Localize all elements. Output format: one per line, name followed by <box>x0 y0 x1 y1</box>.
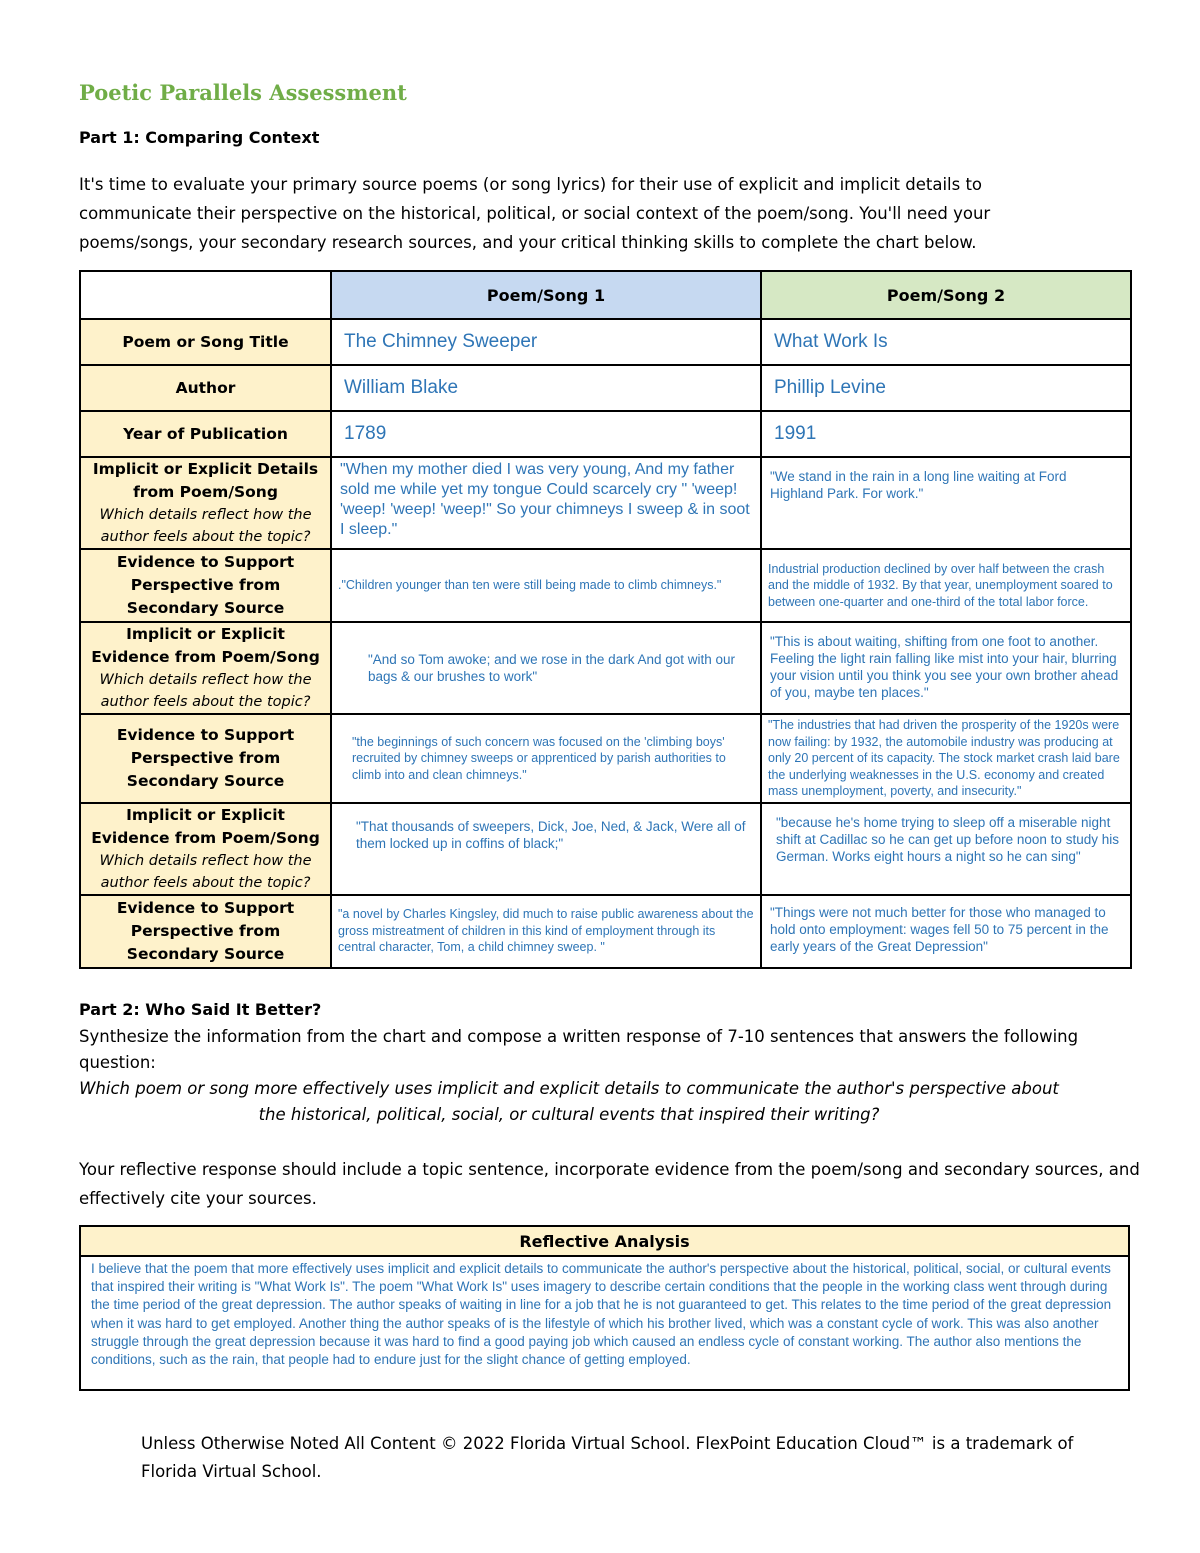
poem1-title[interactable]: The Chimney Sweeper <box>331 319 761 365</box>
poem2-evidence[interactable]: Industrial production declined by over half between the crash and the middle of 1932. By that year, unemployment soared to between one-quarter and one-third of the total labor force. <box>761 549 1131 622</box>
poem1-details[interactable]: "And so Tom awoke; and we rose in the dark And got with our bags & our brushes to work" <box>331 622 761 714</box>
reflective-analysis-heading: Reflective Analysis <box>81 1227 1128 1257</box>
row-label-title: Poem or Song Title <box>80 319 331 365</box>
poem2-header: Poem/Song 2 <box>761 271 1131 319</box>
chart-corner-cell <box>80 271 331 319</box>
poem2-title[interactable]: What Work Is <box>761 319 1131 365</box>
poem1-details[interactable]: "That thousands of sweepers, Dick, Joe, Ned, & Jack, Were all of them locked up in coffins of black;" <box>331 803 761 895</box>
table-row <box>80 714 1131 803</box>
poem1-evidence[interactable]: "a novel by Charles Kingsley, did much to raise public awareness about the gross mistreatment of children in this kind of employment through its central character, Tom, a child chimney sweep. " <box>331 895 761 968</box>
intro-line: poems/songs, your secondary research sources, and your critical thinking skills to complete the chart below. <box>79 233 977 252</box>
row-label-details: Implicit or Explicit Evidence from Poem/Song Which details reflect how the author feels about the topic? <box>80 622 331 714</box>
table-row <box>80 622 1131 714</box>
poem2-year[interactable]: 1991 <box>761 411 1131 457</box>
poem2-evidence[interactable]: "The industries that had driven the prosperity of the 1920s were now failing: by 1932, the automobile industry was producing at only 20 percent of its capacity. The stock market crash laid bare the underlying weaknesses in the U.S. economy and created mass unemployment, poverty, and insecurity." <box>761 714 1131 803</box>
poem1-year[interactable]: 1789 <box>331 411 761 457</box>
poem1-evidence[interactable]: ."Children younger than ten were still being made to climb chimneys." <box>331 549 761 622</box>
table-row <box>80 457 1131 549</box>
part2-instructions: Your reflective response should include a topic sentence, incorporate evidence from the poem/song and secondary sources, and effectively cite your sources. <box>79 1160 1140 1208</box>
part1-intro <box>79 170 1149 257</box>
chart-header-row <box>80 271 1131 319</box>
row-label-evidence: Evidence to Support Perspective from Secondary Source <box>80 895 331 968</box>
table-row <box>80 411 1131 457</box>
poem2-author[interactable]: Phillip Levine <box>761 365 1131 411</box>
copyright-footer: Unless Otherwise Noted All Content © 2022 Florida Virtual School. FlexPoint Education Cloud™ is a trademark of Florida Virtual School. <box>141 1434 1074 1481</box>
row-label-year: Year of Publication <box>80 411 331 457</box>
table-row <box>80 803 1131 895</box>
poem2-evidence[interactable]: "Things were not much better for those who managed to hold onto employment: wages fell 50 to 75 percent in the early years of the Great Depression" <box>761 895 1131 968</box>
part2-question: Which poem or song more effectively uses implicit and explicit details to communicate the author's perspective about the historical, political, social, or cultural events that inspired their writing? <box>79 1079 1059 1124</box>
table-row <box>80 365 1131 411</box>
poem1-header: Poem/Song 1 <box>331 271 761 319</box>
comparison-chart <box>79 270 1132 969</box>
row-label-evidence: Evidence to Support Perspective from Secondary Source <box>80 714 331 803</box>
row-label-details: Implicit or Explicit Evidence from Poem/Song Which details reflect how the author feels about the topic? <box>80 803 331 895</box>
part1-heading: Part 1: Comparing Context <box>79 128 320 147</box>
poem2-details[interactable]: "We stand in the rain in a long line waiting at Ford Highland Park. For work." <box>761 457 1131 549</box>
poem1-evidence[interactable]: "the beginnings of such concern was focused on the 'climbing boys' recruited by chimney sweeps or apprenticed by parish authorities to climb into and clean chimneys." <box>331 714 761 803</box>
poem2-details[interactable]: "because he's home trying to sleep off a miserable night shift at Cadillac so he can get up before noon to study his German. Works eight hours a night so he can sing" <box>761 803 1131 895</box>
page-title: Poetic Parallels Assessment <box>79 80 407 105</box>
table-row <box>80 895 1131 968</box>
poem2-details[interactable]: "This is about waiting, shifting from one foot to another. Feeling the light rain falling like mist into your hair, blurring your vision until you think you see your own brother ahead of you, maybe ten places." <box>761 622 1131 714</box>
table-row <box>80 549 1131 622</box>
row-label-evidence: Evidence to Support Perspective from Secondary Source <box>80 549 331 622</box>
intro-line: communicate their perspective on the historical, political, or social context of the poem/song. You'll need your <box>79 204 991 223</box>
reflective-analysis-response[interactable]: I believe that the poem that more effectively uses implicit and explicit details to communicate the author's perspective about the historical, political, social, or cultural events that inspired their writing is "What Work Is". The poem "What Work Is" uses imagery to describe certain conditions that the people in the working class went through during the time period of the great depression. The author speaks of waiting in line for a job that he is not guaranteed to get. This relates to the time period of the great depression when it was hard to get employed. Another thing the author speaks of is the lifestyle of which his brother lived, which was a constant cycle of work. This was also another struggle through the great depression because it was hard to find a good paying job which caused an endless cycle of constant working. The author also mentions the conditions, such as the rain, that people had to endure just for the slight chance of getting employed. <box>91 1261 1112 1368</box>
part2-heading: Part 2: Who Said It Better? <box>79 1000 322 1019</box>
row-label-author: Author <box>80 365 331 411</box>
poem1-details[interactable]: "When my mother died I was very young, And my father sold me while yet my tongue Could scarcely cry " 'weep! 'weep! 'weep! 'weep!" So your chimneys I sweep & in soot I sleep." <box>331 457 761 549</box>
row-label-details: Implicit or Explicit Details from Poem/Song Which details reflect how the author feels about the topic? <box>80 457 331 549</box>
reflective-analysis-box <box>79 1225 1130 1391</box>
table-row <box>80 319 1131 365</box>
part2-prompt: Synthesize the information from the chart and compose a written response of 7-10 sentences that answers the following question: <box>79 1027 1079 1072</box>
poem1-author[interactable]: William Blake <box>331 365 761 411</box>
intro-line: It's time to evaluate your primary source poems (or song lyrics) for their use of explicit and implicit details to <box>79 175 983 194</box>
